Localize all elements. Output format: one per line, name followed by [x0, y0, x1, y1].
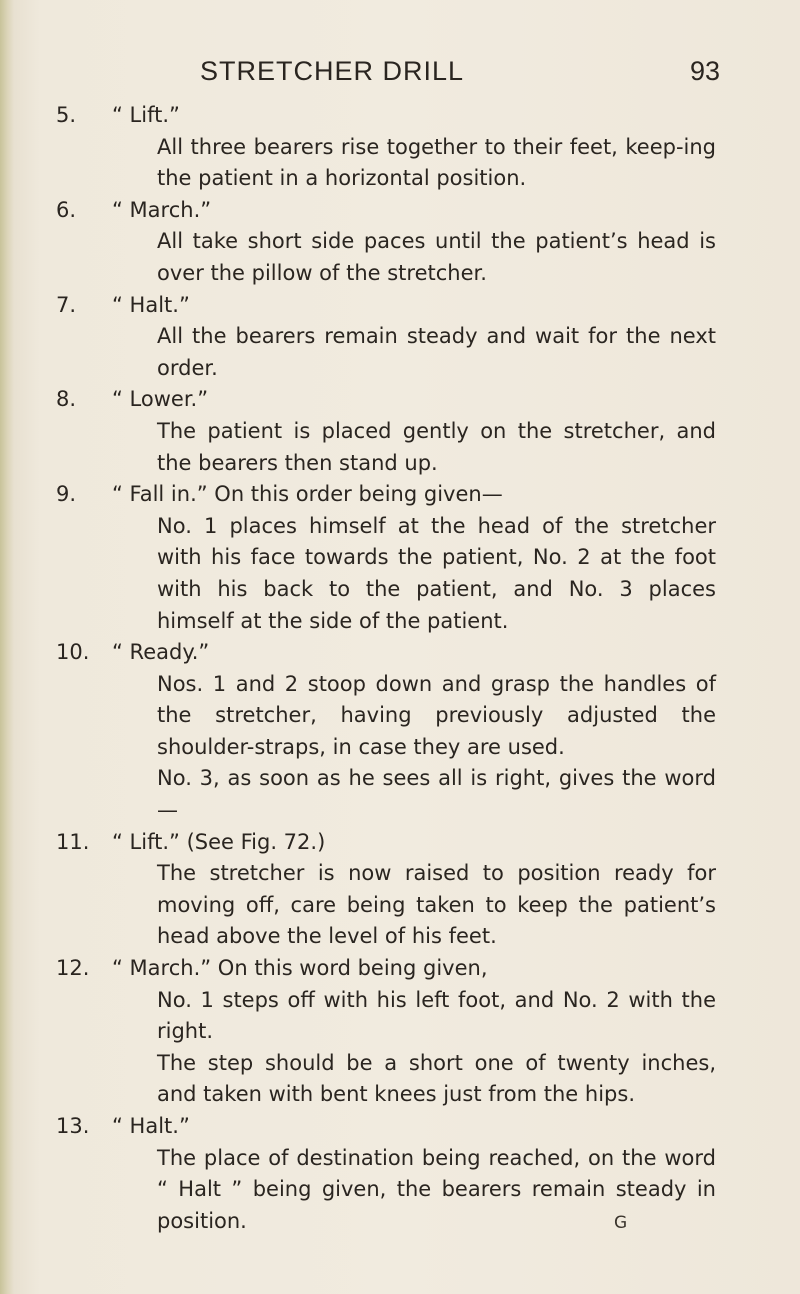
page-number: 93: [689, 56, 720, 86]
item-number: 5.: [56, 103, 77, 127]
item-paragraph: The place of destination being reached, on the word “ Halt ” being given, the bearers remain steady in position.: [157, 1145, 716, 1233]
item-number: 6.: [56, 197, 77, 222]
item-paragraph: All take short side paces until the patient’s head is over the pillow of the stretcher.: [157, 229, 716, 285]
item-paragraph: The step should be a short one of twenty inches, and taken with bent knees just from the hips.: [157, 1050, 716, 1107]
drill-item: [56, 100, 716, 195]
item-paragraph: No. 1 places himself at the head of the stretcher with his face towards the patient, No. 2 at the foot with his back to the patient, and No. 3 places himself at the side of the patient.: [157, 513, 716, 633]
drill-item: [56, 195, 716, 290]
item-paragraph: No. 3, as soon as he sees all is right, gives the word—: [157, 766, 716, 823]
item-paragraph: No. 1 steps off with his left foot, and No. 2 with the right.: [157, 987, 716, 1044]
item-number: 12.: [56, 956, 90, 981]
item-paragraph: All three bearers rise together to their feet, keep-ing the patient in a horizontal position.: [157, 134, 716, 191]
item-command: “ Halt.”: [112, 292, 190, 317]
item-number: 7.: [56, 292, 77, 317]
item-command: “ Ready.”: [112, 640, 210, 665]
item-paragraph: All the bearers remain steady and wait for the next order.: [157, 324, 716, 380]
item-command: “ Lower.”: [112, 387, 209, 412]
item-paragraph: The patient is placed gently on the stretcher, and the bearers then stand up.: [157, 418, 716, 475]
item-number: 10.: [56, 640, 90, 665]
item-number: 13.: [56, 1114, 90, 1138]
item-command: “ Halt.”: [112, 1114, 190, 1138]
item-number: 8.: [56, 387, 77, 412]
item-number: 9.: [56, 482, 77, 507]
item-command: “ March.”: [112, 197, 212, 222]
drill-item: [56, 479, 716, 637]
page-edge-stain: [0, 0, 14, 1294]
item-command: “ March.” On this word being given,: [112, 956, 488, 981]
signature-mark: G: [614, 1213, 628, 1233]
item-paragraph: Nos. 1 and 2 stoop down and grasp the handles of the stretcher, having previously adjusted the shoulder-straps, in case they are used.: [157, 671, 716, 759]
item-command: “ Lift.”: [112, 103, 180, 127]
drill-item: [56, 953, 716, 1111]
drill-item: [56, 827, 716, 953]
page-header: [200, 56, 720, 96]
item-number: 11.: [56, 829, 90, 854]
drill-instructions: [56, 100, 716, 1237]
item-paragraph: The stretcher is now raised to position ready for moving off, care being taken to keep the patient’s head above the level of his feet.: [157, 861, 716, 949]
item-command: “ Fall in.” On this order being given—: [112, 482, 503, 507]
drill-item: [56, 637, 716, 827]
drill-item: [56, 384, 716, 479]
drill-item: [56, 290, 716, 385]
running-title: STRETCHER DRILL: [200, 56, 465, 86]
item-command: “ Lift.” (See Fig. 72.): [112, 829, 326, 854]
